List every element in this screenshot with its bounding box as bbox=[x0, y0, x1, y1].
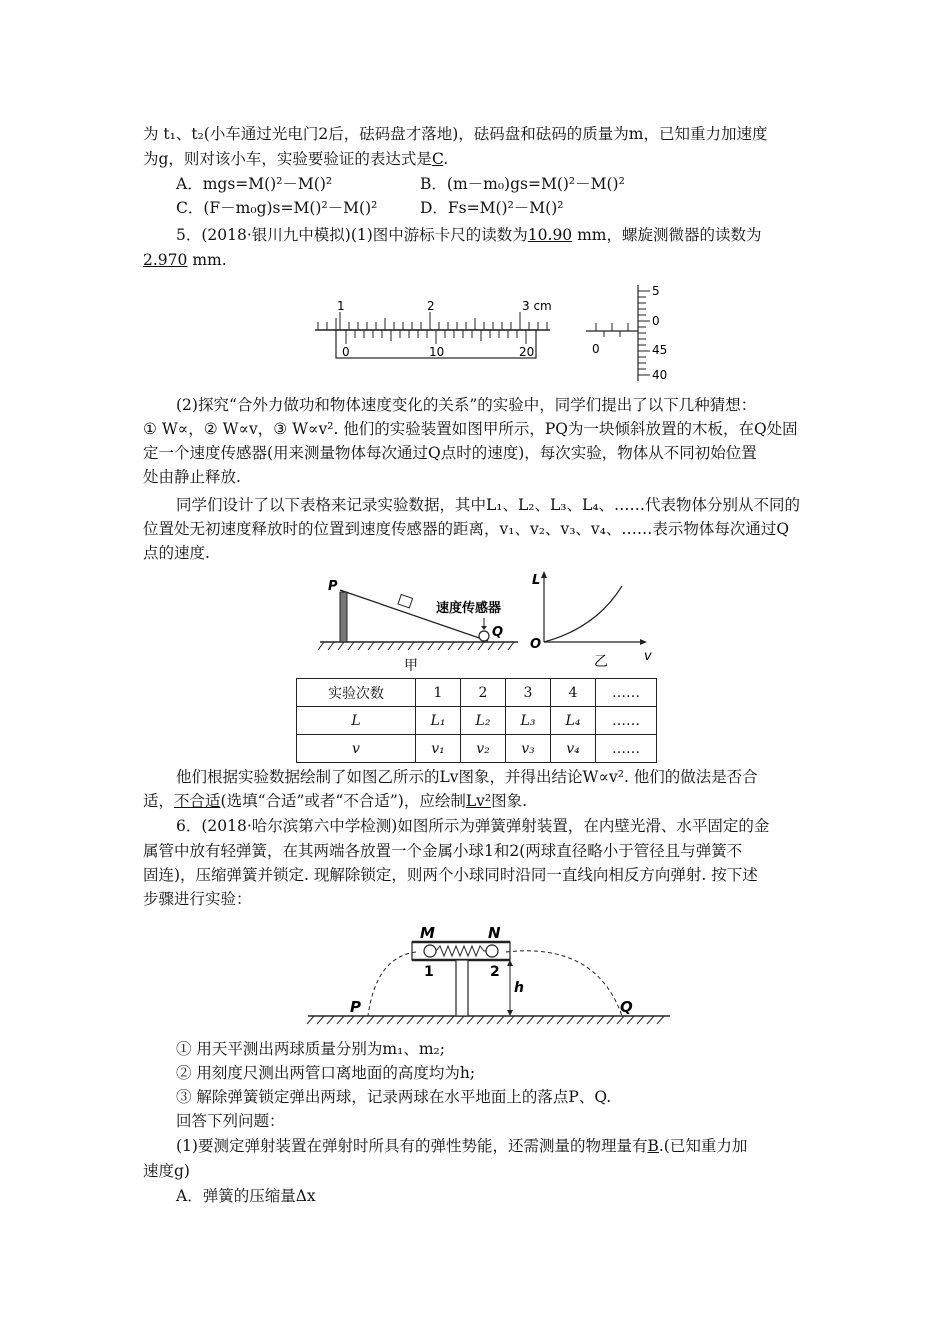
table-cell: v₄ bbox=[551, 735, 596, 763]
launcher-label-q: Q bbox=[620, 998, 633, 1016]
table-cell: v bbox=[297, 735, 416, 763]
ground-hatch bbox=[347, 1016, 354, 1024]
ground-hatch bbox=[557, 1016, 564, 1024]
ground-hatch bbox=[467, 1016, 474, 1024]
q6-sub1-answer: B bbox=[647, 1137, 659, 1155]
ground-hatch bbox=[307, 1016, 314, 1024]
q5-c-text2: (选填“合适”或者“不合适”)，应绘制 bbox=[220, 792, 466, 810]
ground-hatch bbox=[547, 1016, 554, 1024]
q5-answer-1: 不合适 bbox=[174, 792, 221, 810]
ground-hatch bbox=[517, 1016, 524, 1024]
ground-hatch bbox=[427, 1016, 434, 1024]
yi-caption: 乙 bbox=[594, 654, 608, 668]
ground-hatch bbox=[487, 1016, 494, 1024]
q6-answer-hint: 回答下列问题： bbox=[176, 1112, 285, 1130]
q5-p3-line3: 点的速度. bbox=[143, 544, 210, 562]
micrometer-sleeve-0: 0 bbox=[592, 342, 600, 356]
ground-hatch bbox=[477, 1016, 484, 1024]
table-cell: v₂ bbox=[461, 735, 506, 763]
ground-hatch bbox=[637, 1016, 644, 1024]
table-row bbox=[297, 735, 657, 763]
caliper-main-2: 2 bbox=[427, 299, 435, 313]
launcher-ball-2: 2 bbox=[490, 964, 500, 980]
table-cell: 3 bbox=[506, 679, 551, 707]
launcher-label-m: M bbox=[420, 924, 435, 942]
ground-hatch bbox=[357, 1016, 364, 1024]
yi-label-v: v bbox=[644, 649, 652, 664]
table-cell: L₃ bbox=[506, 707, 551, 735]
q4-line2-text: 为g，则对该小车，实验要验证的表达式是 bbox=[143, 150, 432, 168]
ground-hatch bbox=[317, 1016, 324, 1024]
figure-yi-graph bbox=[526, 568, 666, 668]
table-cell: v₃ bbox=[506, 735, 551, 763]
table-cell: 4 bbox=[551, 679, 596, 707]
q6-option-a: A．弹簧的压缩量Δx bbox=[176, 1187, 316, 1205]
figure-jia-incline bbox=[318, 572, 528, 677]
table-cell: …… bbox=[596, 735, 657, 763]
q6-step2: ② 用刻度尺测出两管口离地面的高度均为h; bbox=[176, 1064, 476, 1082]
table-cell: L bbox=[297, 707, 416, 735]
q6-sub1-text: (1)要测定弹射装置在弹射时所具有的弹性势能，还需测量的物理量有 bbox=[176, 1137, 648, 1155]
ground-hatch bbox=[407, 1016, 414, 1024]
ground-hatch bbox=[577, 1016, 584, 1024]
caliper-vernier-20: 20 bbox=[519, 345, 535, 359]
launcher-label-h: h bbox=[514, 980, 524, 996]
table-row bbox=[297, 679, 657, 707]
ground-hatch bbox=[437, 1016, 444, 1024]
launcher-ball-1: 1 bbox=[424, 964, 434, 980]
q5-line1 bbox=[176, 224, 762, 246]
data-table bbox=[296, 678, 657, 763]
launcher-label-p: P bbox=[350, 998, 361, 1016]
q6-sub1-line1 bbox=[176, 1135, 747, 1157]
table-cell: L₂ bbox=[461, 707, 506, 735]
caliper-reading: 10.90 bbox=[527, 226, 573, 244]
q5-conclusion-line2 bbox=[143, 790, 527, 812]
ground-hatch bbox=[447, 1016, 454, 1024]
q4-option-b: B．(m－m₀)gs=M()²－M()² bbox=[420, 175, 625, 193]
q5-p2-line3: 定一个速度传感器(用来测量物体每次通过Q点时的速度)，每次实验，物体从不同初始位置 bbox=[143, 444, 757, 462]
micrometer-reading: 2.970 bbox=[143, 251, 188, 269]
micrometer-label-45: 45 bbox=[652, 343, 668, 357]
q4-option-d: D．Fs=M()²－M()² bbox=[420, 199, 564, 217]
q5-p3-line1: 同学们设计了以下表格来记录实验数据，其中L₁、L₂、L₃、L₄、……代表物体分别从不同的 bbox=[176, 496, 801, 514]
yi-label-o: O bbox=[530, 637, 542, 652]
ground-hatch bbox=[527, 1016, 534, 1024]
q6-line2: 属管中放有轻弹簧，在其两端各放置一个金属小球1和2(两球直径略小于管径且与弹簧不 bbox=[143, 842, 743, 860]
q6-line3: 固连)，压缩弹簧并锁定. 现解除锁定，则两个小球同时沿同一直线向相反方向弹射. 按下述 bbox=[143, 866, 758, 884]
ground-hatch bbox=[627, 1016, 634, 1024]
q6-sub1-line2: 速度g) bbox=[143, 1162, 190, 1180]
q4-line1: 为 t₁、t₂(小车通过光电门2后，砝码盘才落地)，砝码盘和砝码的质量为m，已知重力加速度 bbox=[143, 125, 768, 143]
jia-label-p: P bbox=[328, 579, 338, 594]
ground-hatch bbox=[497, 1016, 504, 1024]
micrometer-label-0: 0 bbox=[652, 314, 660, 328]
q4-option-a: A．mgs=M()²－M()² bbox=[176, 175, 333, 193]
q5-p2-line1: (2)探究“合外力做功和物体速度变化的关系”的实验中，同学们提出了以下几种猜想： bbox=[176, 396, 757, 414]
q6-sub1-tail: .(已知重力加 bbox=[658, 1137, 748, 1155]
ground-hatch bbox=[567, 1016, 574, 1024]
caliper-main-1: 1 bbox=[337, 299, 345, 313]
ground-hatch bbox=[607, 1016, 614, 1024]
ground-hatch bbox=[507, 1016, 514, 1024]
q6-line4: 步骤进行实验： bbox=[143, 890, 252, 908]
table-cell: …… bbox=[596, 707, 657, 735]
q4-option-c: C．(F－m₀g)s=M()²－M()² bbox=[176, 199, 378, 217]
micrometer-label-5: 5 bbox=[652, 284, 660, 298]
q5-answer-2: Lv² bbox=[465, 792, 492, 810]
ground-hatch bbox=[537, 1016, 544, 1024]
ground-hatch bbox=[657, 1016, 664, 1024]
q5-conclusion-line1: 他们根据实验数据绘制了如图乙所示的Lv图象，并得出结论W∝v². 他们的做法是否合 bbox=[176, 768, 758, 786]
micrometer-figure bbox=[582, 283, 672, 383]
q4-line2-end: . bbox=[443, 150, 449, 168]
q5-c-text1: 适， bbox=[143, 792, 175, 810]
caliper-vernier-10: 10 bbox=[429, 345, 445, 359]
q6-line1: 6．(2018·哈尔滨第六中学检测)如图所示为弹簧弹射装置，在内壁光滑、水平固定的金 bbox=[176, 817, 770, 835]
ground-hatch bbox=[367, 1016, 374, 1024]
ground-hatch bbox=[647, 1016, 654, 1024]
jia-label-q: Q bbox=[492, 625, 504, 640]
q5-p3-line2: 位置处无初速度释放时的位置到速度传感器的距离，v₁、v₂、v₃、v₄、……表示物体每次通过Q bbox=[143, 520, 790, 538]
table-cell: 1 bbox=[416, 679, 461, 707]
q5-line1-tail: mm，螺旋测微器的读数为 bbox=[577, 226, 762, 244]
table-cell: v₁ bbox=[416, 735, 461, 763]
micrometer-label-40: 40 bbox=[652, 368, 668, 382]
q5-line2-tail: mm. bbox=[192, 251, 227, 269]
table-cell: 实验次数 bbox=[297, 679, 416, 707]
ground-hatch bbox=[617, 1016, 624, 1024]
table-cell: L₄ bbox=[551, 707, 596, 735]
jia-caption: 甲 bbox=[404, 658, 418, 674]
q6-step1: ① 用天平测出两球质量分别为m₁、m₂; bbox=[176, 1040, 445, 1058]
ground-hatch bbox=[327, 1016, 334, 1024]
ground-hatch bbox=[587, 1016, 594, 1024]
ground-hatch bbox=[377, 1016, 384, 1024]
q5-c-text3: 图象. bbox=[491, 792, 528, 810]
jia-sensor-label: 速度传感器 bbox=[436, 601, 502, 616]
q5-line1-text: 5．(2018·银川九中模拟)(1)图中游标卡尺的读数为 bbox=[176, 226, 528, 244]
ground-hatch bbox=[337, 1016, 344, 1024]
q5-p2-line4: 处由静止释放. bbox=[143, 468, 241, 486]
ground-hatch bbox=[417, 1016, 424, 1024]
caliper-vernier-0: 0 bbox=[342, 345, 350, 359]
q4-answer: C bbox=[431, 150, 444, 168]
ground-hatch bbox=[387, 1016, 394, 1024]
q5-line2 bbox=[143, 249, 227, 271]
ground-hatch bbox=[597, 1016, 604, 1024]
table-cell: 2 bbox=[461, 679, 506, 707]
q4-line2 bbox=[143, 148, 448, 170]
q6-step3: ③ 解除弹簧锁定弹出两球，记录两球在水平地面上的落点P、Q. bbox=[176, 1088, 612, 1106]
yi-label-l: L bbox=[532, 573, 541, 588]
launcher-label-n: N bbox=[488, 924, 501, 942]
q5-p2-line2: ① W∝，② W∝v，③ W∝v². 他们的实验装置如图甲所示，PQ为一块倾斜放置的木板，在Q处固 bbox=[143, 420, 798, 438]
table-cell: …… bbox=[596, 679, 657, 707]
ground-hatch bbox=[457, 1016, 464, 1024]
ground-hatch bbox=[397, 1016, 404, 1024]
caliper-main-3: 3 cm bbox=[522, 299, 552, 313]
spring-launcher-figure bbox=[306, 922, 674, 1030]
table-row bbox=[297, 707, 657, 735]
table-cell: L₁ bbox=[416, 707, 461, 735]
vernier-caliper-figure bbox=[310, 298, 560, 370]
